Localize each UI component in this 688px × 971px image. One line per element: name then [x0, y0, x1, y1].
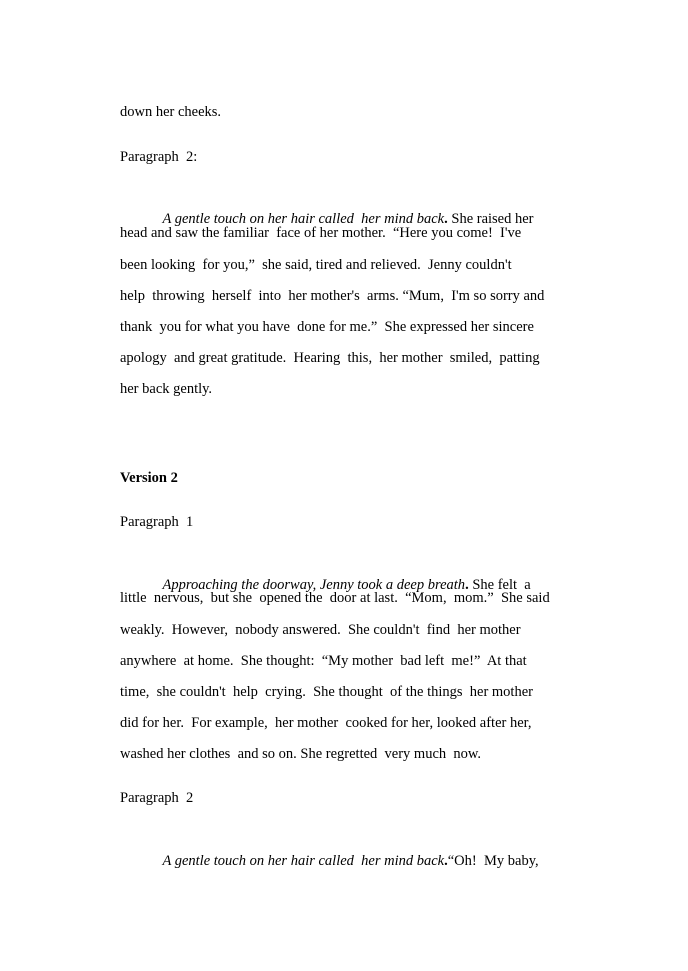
body-line: head and saw the familiar face of her mother. “Here you come! I've	[120, 225, 522, 241]
paragraph-first-line	[148, 834, 598, 869]
body-line: been looking for you,” she said, tired and relieved. Jenny couldn't	[120, 257, 512, 273]
body-line: thank you for what you have done for me.” She expressed her sincere	[120, 319, 534, 335]
lead-text: A gentle touch on her hair called her mind back	[162, 853, 445, 869]
lead-period: .	[465, 577, 469, 593]
lead-text: A gentle touch on her hair called her mind back	[162, 211, 445, 227]
section-heading: Version 2	[120, 470, 178, 486]
paragraph-label: Paragraph 2:	[120, 149, 198, 165]
body-text: “Oh! My baby,	[447, 853, 539, 869]
lead-period: .	[444, 853, 448, 869]
body-text: She felt a	[468, 577, 531, 593]
body-line: did for her. For example, her mother cooked for her, looked after her,	[120, 715, 532, 731]
body-line: anywhere at home. She thought: “My mother bad left me!” At that	[120, 653, 527, 669]
body-line: washed her clothes and so on. She regretted very much now.	[120, 746, 482, 762]
paragraph-first-line	[148, 558, 598, 593]
body-line: little nervous, but she opened the door at last. “Mom, mom.” She said	[120, 590, 550, 606]
body-line: time, she couldn't help crying. She thought of the things her mother	[120, 684, 533, 700]
lead-text: Approaching the doorway, Jenny took a deep breath	[162, 577, 466, 593]
body-line: help throwing herself into her mother's arms. “Mum, I'm so sorry and	[120, 288, 545, 304]
lead-period: .	[444, 211, 448, 227]
body-line: her back gently.	[120, 381, 213, 397]
paragraph-label: Paragraph 1	[120, 514, 194, 530]
body-line: weakly. However, nobody answered. She couldn't find her mother	[120, 622, 521, 638]
paragraph-first-line	[148, 192, 598, 227]
body-text: She raised her	[447, 211, 534, 227]
continuation-line: down her cheeks.	[120, 104, 222, 120]
paragraph-label: Paragraph 2	[120, 790, 194, 806]
body-line: apology and great gratitude. Hearing this, her mother smiled, patting	[120, 350, 540, 366]
italic-lead-sentence	[163, 853, 448, 869]
